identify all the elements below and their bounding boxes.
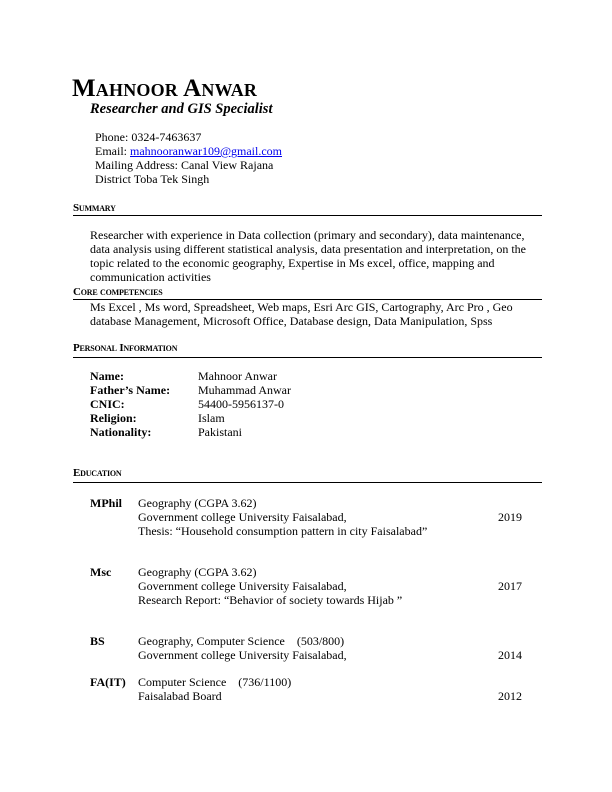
core-line: database Management, Microsoft Office, Database design, Data Manipulation, Spss xyxy=(90,314,493,328)
summary-heading: Summary xyxy=(73,202,116,214)
info-label: Nationality: xyxy=(90,425,152,439)
education-divider xyxy=(73,482,542,483)
institution: Government college University Faisalabad, xyxy=(138,510,347,524)
email-label: Email: xyxy=(95,144,130,158)
personal-heading: Personal Information xyxy=(73,342,178,354)
summary-divider xyxy=(73,215,542,216)
info-label: Religion: xyxy=(90,411,137,425)
phone-value: 0324-7463637 xyxy=(131,130,202,144)
degree-field: Geography (CGPA 3.62) xyxy=(138,565,257,579)
education-heading: Education xyxy=(73,467,122,479)
institution: Government college University Faisalabad, xyxy=(138,579,347,593)
info-value: Pakistani xyxy=(198,425,242,439)
summary-line: data analysis using different statistical analysis, data presentation and interpretation, on the xyxy=(90,242,526,256)
phone-line xyxy=(95,130,201,144)
summary-line: topic related to the economic geography, Expertise in Ms excel, office, mapping and xyxy=(90,256,495,270)
summary-line: Researcher with experience in Data collection (primary and secondary), data maintenance, xyxy=(90,228,525,242)
degree-field: Computer Science (736/1100) xyxy=(138,675,292,689)
year: 2014 xyxy=(498,648,522,662)
info-label: Name: xyxy=(90,369,124,383)
info-label: CNIC: xyxy=(90,397,125,411)
phone-label: Phone: xyxy=(95,130,132,144)
year: 2017 xyxy=(498,579,522,593)
info-label: Father’s Name: xyxy=(90,383,171,397)
degree: MPhil xyxy=(90,496,122,510)
core-line: Ms Excel , Ms word, Spreadsheet, Web maps, Esri Arc GIS, Cartography, Arc Pro , Geo xyxy=(90,300,513,314)
email-link[interactable]: mahnooranwar109@gmail.com xyxy=(130,144,283,158)
year: 2012 xyxy=(498,689,522,703)
info-value: Muhammad Anwar xyxy=(198,383,291,397)
thesis: Thesis: “Household consumption pattern in city Faisalabad” xyxy=(138,524,428,538)
degree-field: Geography (CGPA 3.62) xyxy=(138,496,257,510)
institution: Faisalabad Board xyxy=(138,689,222,703)
research-report: Research Report: “Behavior of society towards Hijab ” xyxy=(138,593,403,607)
degree-field: Geography, Computer Science (503/800) xyxy=(138,634,345,648)
degree: FA(IT) xyxy=(90,675,126,689)
institution: Government college University Faisalabad, xyxy=(138,648,347,662)
job-title: Researcher and GIS Specialist xyxy=(90,101,273,117)
year: 2019 xyxy=(498,510,522,524)
degree: Msc xyxy=(90,565,112,579)
candidate-name: Mahnoor Anwar xyxy=(72,75,258,102)
info-value: Mahnoor Anwar xyxy=(198,369,277,383)
info-value: Islam xyxy=(198,411,225,425)
degree: BS xyxy=(90,634,105,648)
summary-line: communication activities xyxy=(90,270,211,284)
address-line-2: District Toba Tek Singh xyxy=(95,172,210,186)
personal-divider xyxy=(73,357,542,358)
info-value: 54400-5956137-0 xyxy=(198,397,284,411)
core-heading: Core competencies xyxy=(73,286,163,298)
address-line-1: Mailing Address: Canal View Rajana xyxy=(95,158,274,172)
email-line xyxy=(95,144,282,158)
